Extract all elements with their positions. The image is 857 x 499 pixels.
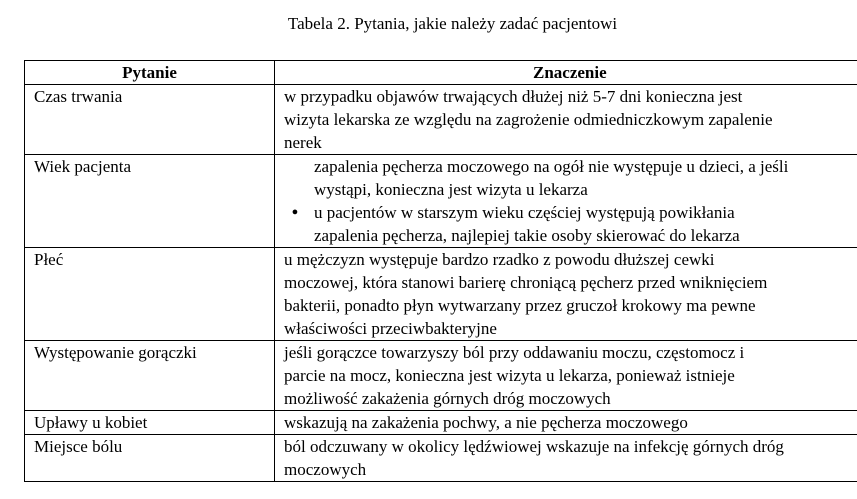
meaning-line: nerek xyxy=(284,133,322,152)
bullet-list xyxy=(284,155,857,247)
meaning-line: u mężczyzn występuje bardzo rzadko z powodu dłuższej cewki xyxy=(284,250,715,269)
question-cell xyxy=(25,85,275,155)
question-text: Występowanie gorączki xyxy=(34,343,197,362)
meaning-cell xyxy=(275,341,857,411)
question-text: Czas trwania xyxy=(34,87,123,106)
meaning-line: u pacjentów w starszym wieku częściej występują powikłania xyxy=(314,203,735,222)
meaning-line: ból odczuwany w okolicy lędźwiowej wskazuje na infekcję górnych dróg xyxy=(284,437,784,456)
meaning-line: właściwości przeciwbakteryjne xyxy=(284,319,497,338)
header-meaning: Znaczenie xyxy=(275,61,857,85)
table-row xyxy=(25,411,857,435)
table-viewport xyxy=(24,60,857,484)
meaning-line: jeśli gorączce towarzyszy ból przy oddawaniu moczu, częstomocz i xyxy=(284,343,745,362)
meaning-line: moczowej, która stanowi barierę chroniącą pęcherz przed wniknięciem xyxy=(284,273,768,292)
meaning-line: w przypadku objawów trwających dłużej niż 5-7 dni konieczna jest xyxy=(284,87,743,106)
table-row xyxy=(25,248,857,341)
bullet-item xyxy=(284,201,857,247)
bullet-icon: ● xyxy=(291,206,299,218)
meaning-cell xyxy=(275,85,857,155)
table-row xyxy=(25,85,857,155)
meaning-line: moczowych xyxy=(284,460,367,479)
meaning-line: możliwość zakażenia górnych dróg moczowych xyxy=(284,389,611,408)
question-text: Wiek pacjenta xyxy=(34,157,132,176)
question-cell xyxy=(25,341,275,411)
meaning-cell xyxy=(275,435,857,482)
meaning-line: parcie na mocz, konieczna jest wizyta u lekarza, ponieważ istnieje xyxy=(284,366,735,385)
table-row xyxy=(25,155,857,248)
question-cell xyxy=(25,248,275,341)
bullet-item xyxy=(284,155,857,201)
meaning-line: zapalenia pęcherza moczowego na ogół nie występuje u dzieci, a jeśli xyxy=(314,157,789,176)
question-text: Miejsce bólu xyxy=(34,437,123,456)
meaning-cell xyxy=(275,411,857,435)
meaning-cell xyxy=(275,248,857,341)
table-caption: Tabela 2. Pytania, jakie należy zadać pacjentowi xyxy=(287,14,618,33)
question-text: Płeć xyxy=(34,250,64,269)
question-cell xyxy=(25,435,275,482)
meaning-line: bakterii, ponadto płyn wytwarzany przez gruczoł krokowy ma pewne xyxy=(284,296,756,315)
question-cell xyxy=(25,411,275,435)
meaning-line: wskazują na zakażenia pochwy, a nie pęcherza moczowego xyxy=(284,413,688,432)
table-row xyxy=(25,341,857,411)
meaning-cell xyxy=(275,155,857,248)
meaning-line: zapalenia pęcherza, najlepiej takie osoby skierować do lekarza xyxy=(314,226,740,245)
meaning-line: wystąpi, konieczna jest wizyta u lekarza xyxy=(314,180,588,199)
table-header-row xyxy=(25,61,857,85)
header-question: Pytanie xyxy=(25,61,275,85)
question-text: Upławy u kobiet xyxy=(34,413,148,432)
question-cell xyxy=(25,155,275,248)
meaning-line: wizyta lekarska ze względu na zagrożenie odmiedniczkowym zapalenie xyxy=(284,110,773,129)
table-row xyxy=(25,435,857,482)
questions-table xyxy=(24,60,857,482)
